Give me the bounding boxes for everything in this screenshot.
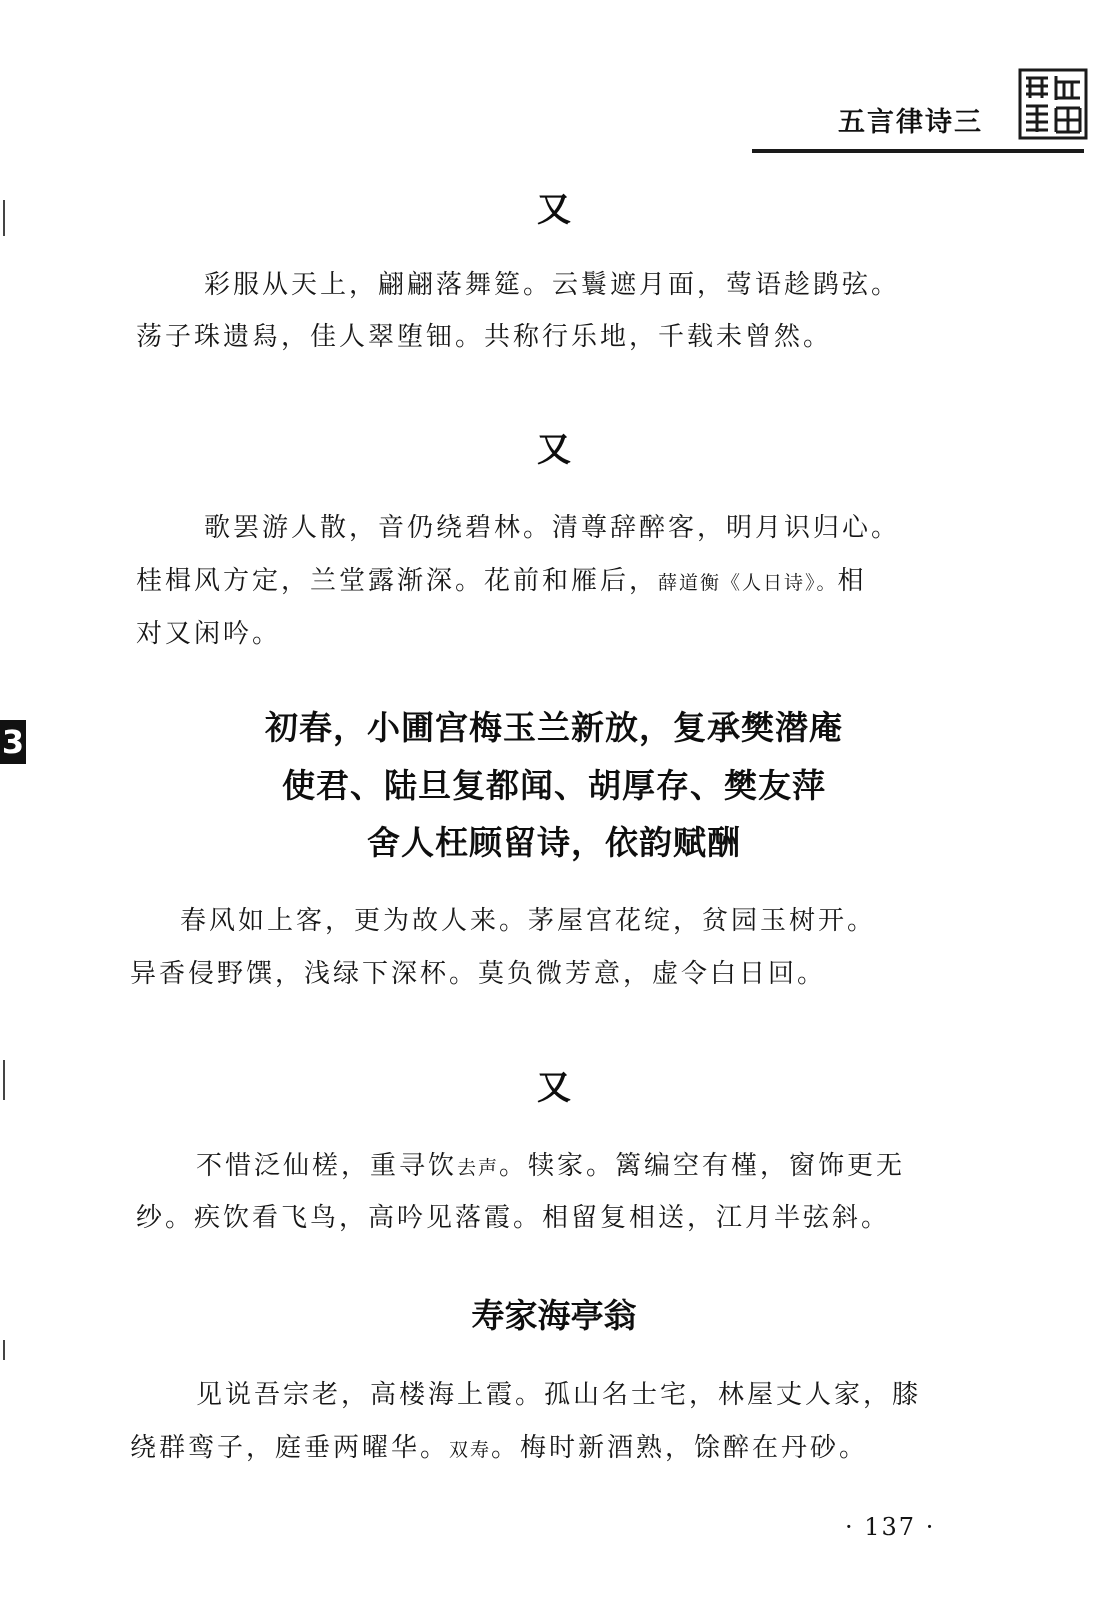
- poem-line: 春风如上客，更为故人来。茅屋宫花绽，贫园玉树开。: [180, 906, 877, 936]
- chapter-tab: 3: [0, 720, 26, 764]
- poem-line-text: 相: [837, 566, 867, 596]
- poem-line: 荡子珠遗舄，佳人翠堕钿。共称行乐地，千载未曾然。: [136, 322, 833, 352]
- poem-line: [196, 1145, 905, 1182]
- source-annotation: 薛道衡《人日诗》。: [658, 572, 838, 594]
- header-rule: [752, 149, 1084, 153]
- poem-line-text: 不惜泛仙槎，重寻饮: [196, 1151, 458, 1181]
- poem-line-text: 。梅时新酒熟，馀醉在丹砂。: [491, 1433, 869, 1463]
- poem-line: 见说吾宗老，高楼海上霞。孤山名士宅，林屋丈人家，膝: [196, 1380, 922, 1410]
- poem-line: 纱。疾饮看飞鸟，高吟见落霞。相留复相送，江月半弦斜。: [136, 1203, 891, 1233]
- poem-line: 彩服从天上，翩翩落舞筵。云鬟遮月面，莺语趁鹍弦。: [204, 270, 901, 300]
- poem-line: [136, 560, 867, 597]
- poem-line: 对又闲吟。: [136, 619, 282, 649]
- poem-line-text: 桂楫风方定，兰堂露渐深。花前和雁后，: [136, 566, 659, 596]
- poem-title: 又: [537, 1068, 571, 1108]
- pronunciation-note: 去声: [457, 1157, 500, 1179]
- poem-line: 异香侵野馔，浅绿下深杯。莫负微芳意，虚令白日回。: [130, 959, 827, 989]
- annotation-note: 双寿: [449, 1439, 492, 1461]
- poem-title: 又: [537, 190, 571, 230]
- page-number: · 137 ·: [845, 1513, 936, 1541]
- poem-title: 又: [537, 430, 571, 470]
- poem-line-text: 。犊家。篱编空有槿，窗饰更无: [499, 1151, 906, 1181]
- running-header-title: 五言律诗三: [838, 107, 983, 138]
- poem-title-line: 使君、陆旦复都闻、胡厚存、樊友萍: [282, 766, 826, 805]
- seal-stamp-icon: [1018, 68, 1088, 140]
- poem-line-text: 绕群鸾子，庭垂两曜华。: [130, 1433, 450, 1463]
- poem-line: [130, 1427, 868, 1464]
- poem-title-line: 舍人枉顾留诗，依韵赋酬: [367, 823, 741, 862]
- poem-title: 寿家海亭翁: [471, 1296, 637, 1335]
- poem-title-line: 初春，小圃宫梅玉兰新放，复承樊潜庵: [265, 708, 843, 747]
- poem-line: 歌罢游人散，音仍绕碧林。清尊辞醉客，明月识归心。: [204, 513, 901, 543]
- page-edge-mark: [3, 1340, 5, 1360]
